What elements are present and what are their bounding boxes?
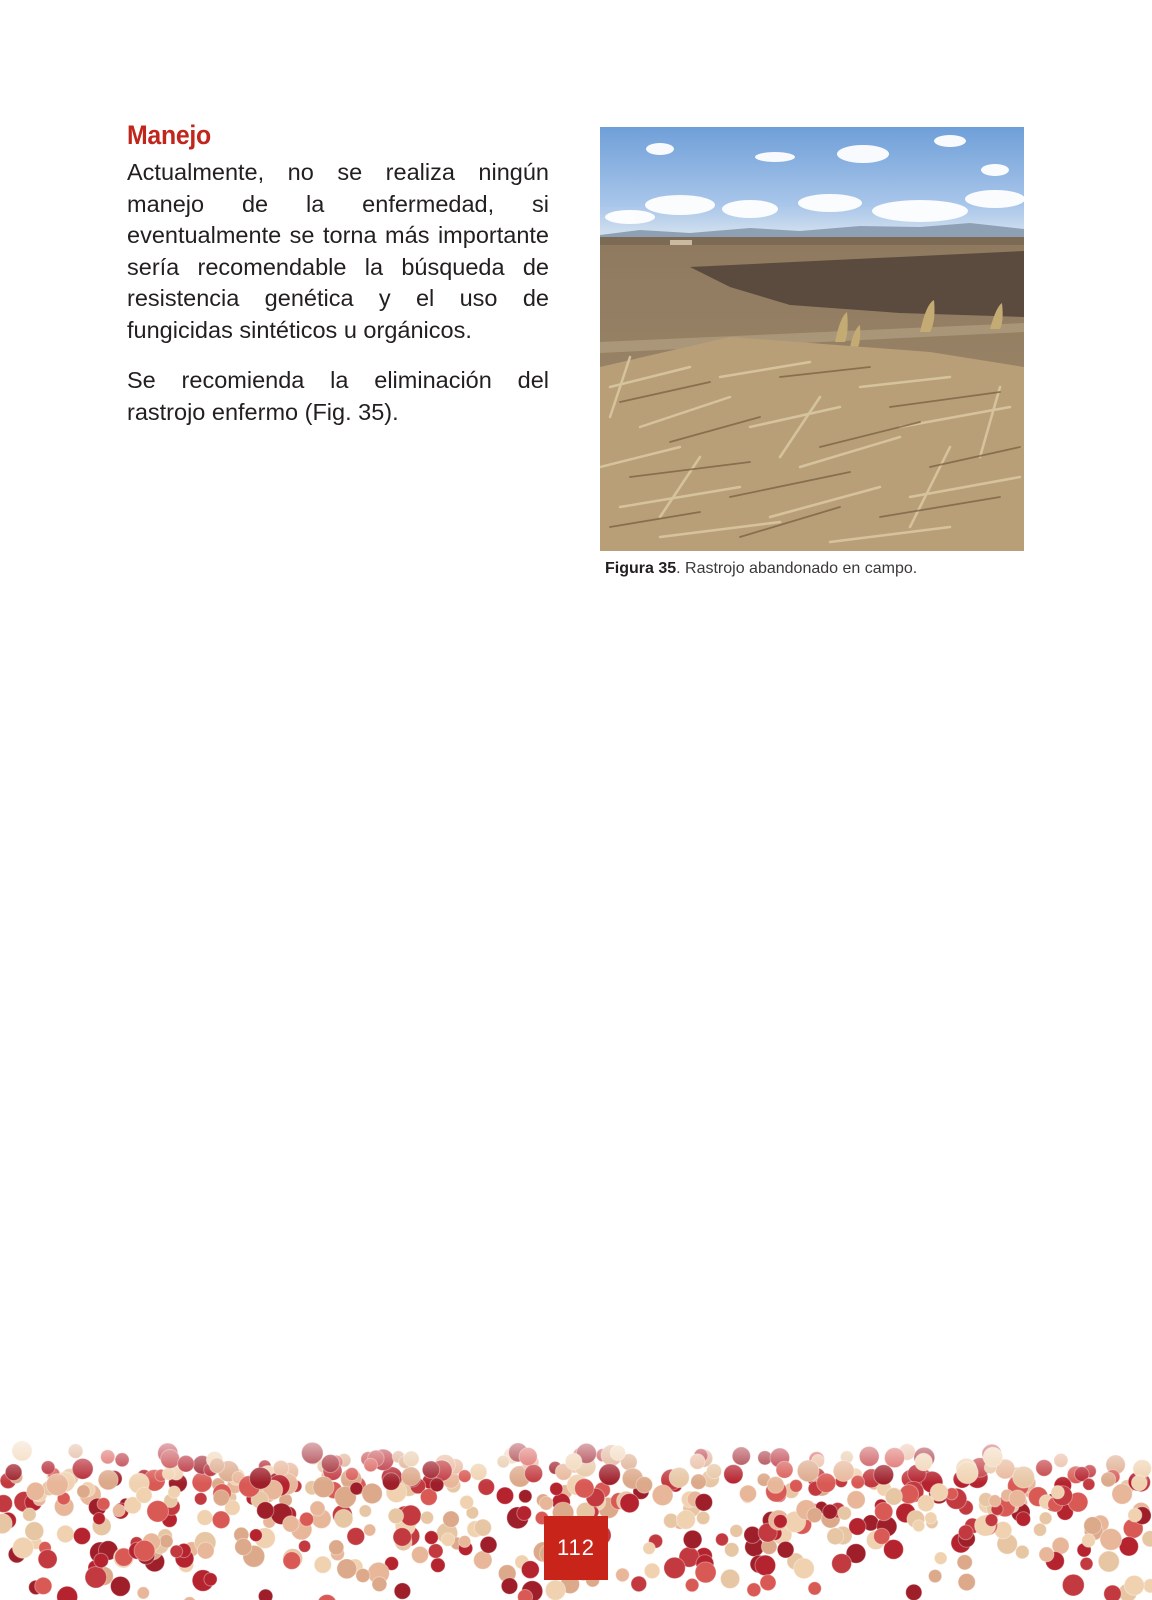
figure-caption-text: . Rastrojo abandonado en campo. [676,560,918,577]
paragraph-recommendation: Se recomienda la eliminación del rastrojo enfermo (Fig. 35). [127,367,549,425]
field-stubble-photo [600,127,1024,551]
figure-35 [600,127,1024,578]
figure-label: Figura 35 [605,560,677,577]
section-heading: Manejo [127,120,211,150]
figure-caption [605,560,1024,578]
text-column [127,120,549,447]
page-number: 112 [544,1516,608,1580]
paragraph-management: Actualmente, no se realiza ningún manejo de la enfermedad, si eventualmente se torna más importante sería recomendable la búsqueda de resistencia genética y el uso de fungicidas sintéticos u orgánicos. [127,159,549,343]
